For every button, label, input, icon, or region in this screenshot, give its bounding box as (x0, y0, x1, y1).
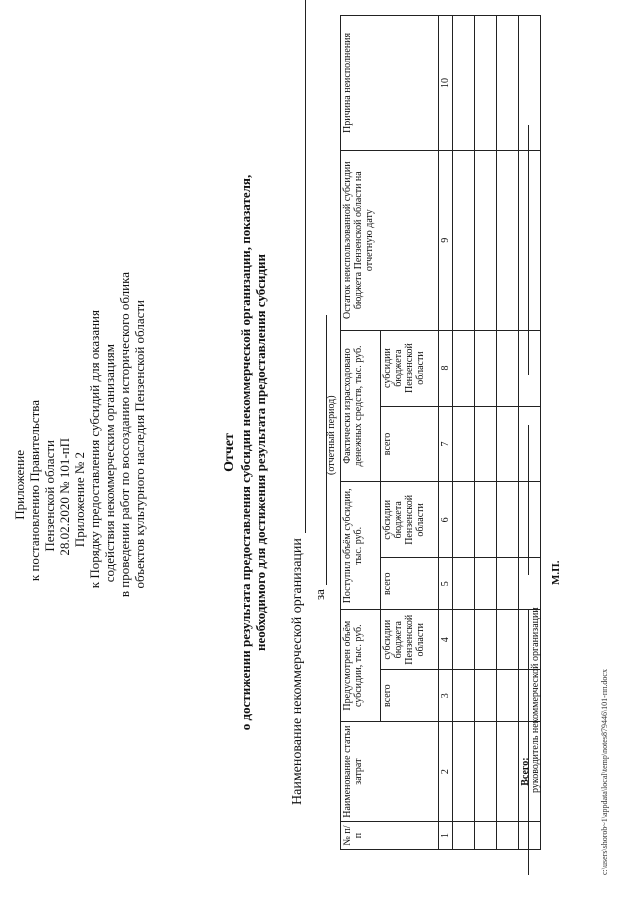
file-path: c:\users\shorob~1\appdata\local\temp\notes879446\101-пп.docx (600, 669, 609, 875)
table-number-row (439, 16, 453, 850)
table-empty-row (453, 16, 475, 850)
header-num: № п/п (341, 822, 439, 850)
subheader-spent-budget: субсидии бюджета Пензенской области (381, 330, 439, 406)
total-label: Всего: (519, 722, 541, 822)
appendix-region: Пензенской области (42, 440, 57, 552)
column-number: 3 (439, 670, 453, 722)
subheader-planned-budget: субсидии бюджета Пензенской области (381, 610, 439, 670)
period-caption: (отчетный период) (326, 395, 337, 475)
column-number: 6 (439, 482, 453, 558)
appendix-procedure: к Порядку предоставления субсидий для оказания (87, 310, 102, 589)
subheader-planned-total: всего (381, 670, 439, 722)
report-subtitle-2: необходимого для достижения результата предоставления субсидии (253, 253, 268, 652)
signer-underline (528, 610, 529, 875)
column-number: 4 (439, 610, 453, 670)
appendix-heading: Приложение (12, 450, 27, 520)
table-empty-row (497, 16, 519, 850)
appendix-procedure-4: объектов культурного наследия Пензенской области (132, 300, 147, 589)
subheader-received-budget: субсидии бюджета Пензенской области (381, 482, 439, 558)
appendix-procedure-2: содействия некоммерческим организациям (102, 344, 117, 583)
appendix-decree: к постановлению Правительства (27, 400, 42, 582)
table-empty-row (475, 16, 497, 850)
header-balance: Остаток неиспользованной субсидии бюджета Пензенской области на отчетную дату (341, 150, 439, 330)
column-number: 9 (439, 150, 453, 330)
column-number: 1 (439, 822, 453, 850)
header-received: Поступил объём субсидии, тыс. руб. (341, 482, 381, 610)
report-subtitle-1: о достижении результата предоставления субсидии некоммерческой организации, показателя, (238, 174, 253, 731)
report-title: Отчет (222, 433, 237, 472)
column-number: 2 (439, 722, 453, 822)
column-number: 10 (439, 16, 453, 151)
subheader-received-total: всего (381, 558, 439, 610)
name-underline (528, 125, 529, 375)
report-table (340, 15, 541, 850)
header-reason: Причина неисполнения (341, 16, 439, 151)
period-prefix: за (312, 589, 327, 600)
appendix-number: Приложение № 2 (72, 452, 87, 548)
signature-underline (528, 425, 529, 575)
organization-underline (305, 0, 306, 533)
subheader-spent-total: всего (381, 406, 439, 482)
appendix-date: 28.02.2020 № 101-пП (57, 438, 72, 556)
organization-label: Наименование некоммерческой организации (290, 538, 305, 805)
stamp-label: М.П. (550, 560, 562, 585)
signer-label: руководитель некоммерческой организации (530, 607, 541, 793)
header-planned: Предусмотрен объём субсидии, тыс. руб. (341, 610, 381, 722)
table-header-row (341, 16, 381, 850)
column-number: 8 (439, 330, 453, 406)
appendix-procedure-3: в проведении работ по воссозданию исторического облика (117, 272, 132, 598)
column-number: 5 (439, 558, 453, 610)
header-spent: Фактически израсходовано денежных средств, тыс. руб. (341, 330, 381, 482)
column-number: 7 (439, 406, 453, 482)
header-article: Наименование статьи затрат (341, 722, 439, 822)
